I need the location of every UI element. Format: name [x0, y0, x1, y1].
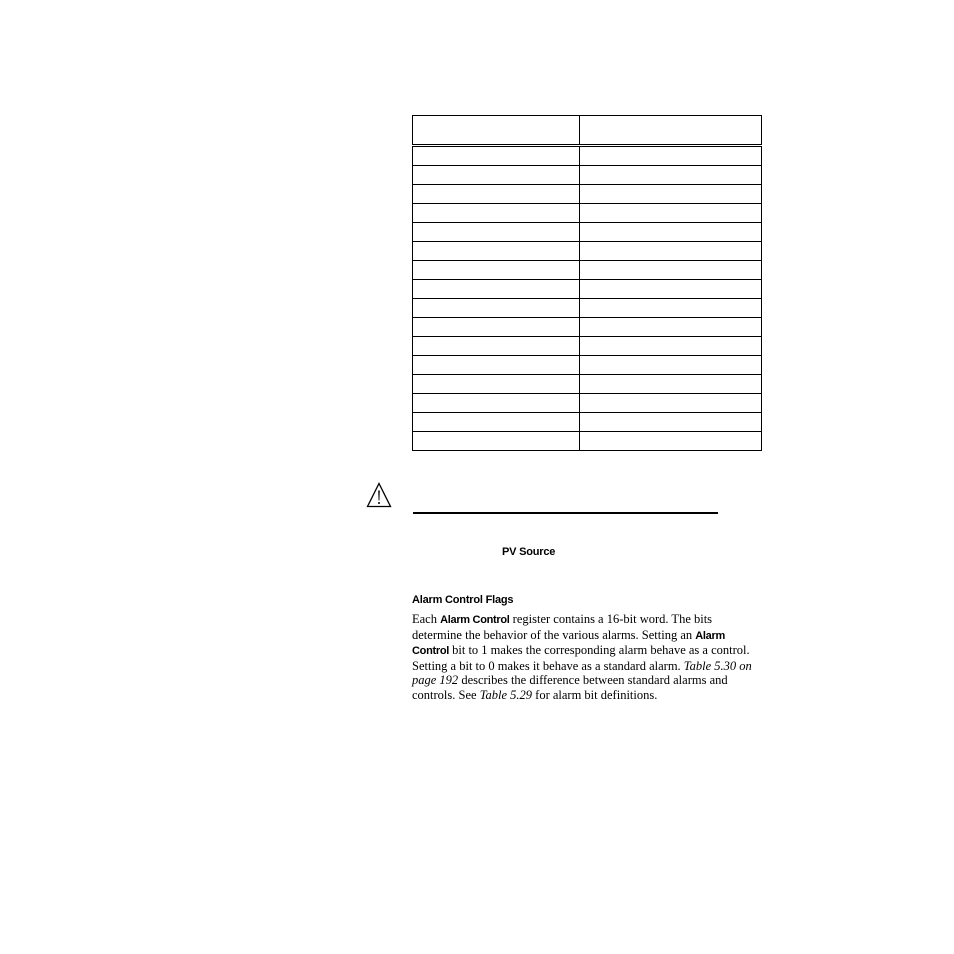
para-text: Each	[412, 612, 441, 626]
warning-divider	[413, 512, 718, 514]
table-row	[413, 146, 762, 166]
table-cell	[580, 432, 762, 451]
table-cell	[580, 204, 762, 223]
para-text: bit to 1 makes the corresponding alarm behave as a control. Setting a bit to 0 makes it behave as a standard alarm.	[412, 643, 750, 673]
table-row	[413, 242, 762, 261]
table-cell	[413, 337, 580, 356]
table-reference-link[interactable]: Table 5.30 on page 192	[412, 658, 752, 688]
table-cell	[580, 299, 762, 318]
table-cell	[413, 261, 580, 280]
table-cell	[580, 166, 762, 185]
header-cell	[580, 116, 762, 146]
table-row	[413, 413, 762, 432]
header-cell	[413, 116, 580, 146]
table-row	[413, 261, 762, 280]
table-cell	[413, 146, 580, 166]
table-cell	[580, 318, 762, 337]
table-body	[413, 116, 762, 451]
section-heading: Alarm Control Flags	[412, 594, 514, 606]
table-cell	[413, 413, 580, 432]
para-text: register contains a 16-bit word. The bits determine the behavior of the various alarms. Setting an	[412, 612, 713, 642]
table-row	[413, 375, 762, 394]
table-grid	[412, 115, 762, 451]
table-cell	[413, 185, 580, 204]
para-keyword: Alarm Control	[440, 614, 510, 626]
table-header-row	[413, 116, 762, 146]
table-cell	[580, 280, 762, 299]
table-reference-link[interactable]: Table 5.29	[479, 687, 533, 702]
table-row	[413, 337, 762, 356]
table-cell	[580, 413, 762, 432]
table-cell	[413, 318, 580, 337]
table-cell	[580, 375, 762, 394]
section-paragraph	[412, 612, 762, 703]
table-cell	[413, 280, 580, 299]
table-cell	[580, 356, 762, 375]
table-cell	[413, 166, 580, 185]
pv-source-label: PV Source	[502, 546, 556, 558]
table-row	[413, 356, 762, 375]
table-cell	[413, 356, 580, 375]
data-table	[412, 115, 761, 451]
table-cell	[580, 261, 762, 280]
para-text: describes the difference between standard alarms and controls. See	[412, 673, 728, 702]
table-cell	[580, 242, 762, 261]
table-cell	[413, 432, 580, 451]
table-cell	[413, 375, 580, 394]
table-cell	[580, 185, 762, 204]
table-cell	[413, 223, 580, 242]
para-keyword: Alarm Control	[412, 629, 725, 658]
para-text: for alarm bit definitions.	[532, 687, 658, 702]
table-cell	[580, 394, 762, 413]
table-cell	[413, 242, 580, 261]
table-cell	[580, 337, 762, 356]
warning-triangle-icon	[366, 482, 392, 508]
table-row	[413, 223, 762, 242]
table-row	[413, 432, 762, 451]
table-cell	[413, 394, 580, 413]
table-cell	[580, 146, 762, 166]
table-cell	[413, 204, 580, 223]
table-row	[413, 394, 762, 413]
table-cell	[413, 299, 580, 318]
table-row	[413, 318, 762, 337]
table-cell	[580, 223, 762, 242]
table-row	[413, 299, 762, 318]
table-row	[413, 185, 762, 204]
table-row	[413, 280, 762, 299]
table-row	[413, 166, 762, 185]
table-row	[413, 204, 762, 223]
